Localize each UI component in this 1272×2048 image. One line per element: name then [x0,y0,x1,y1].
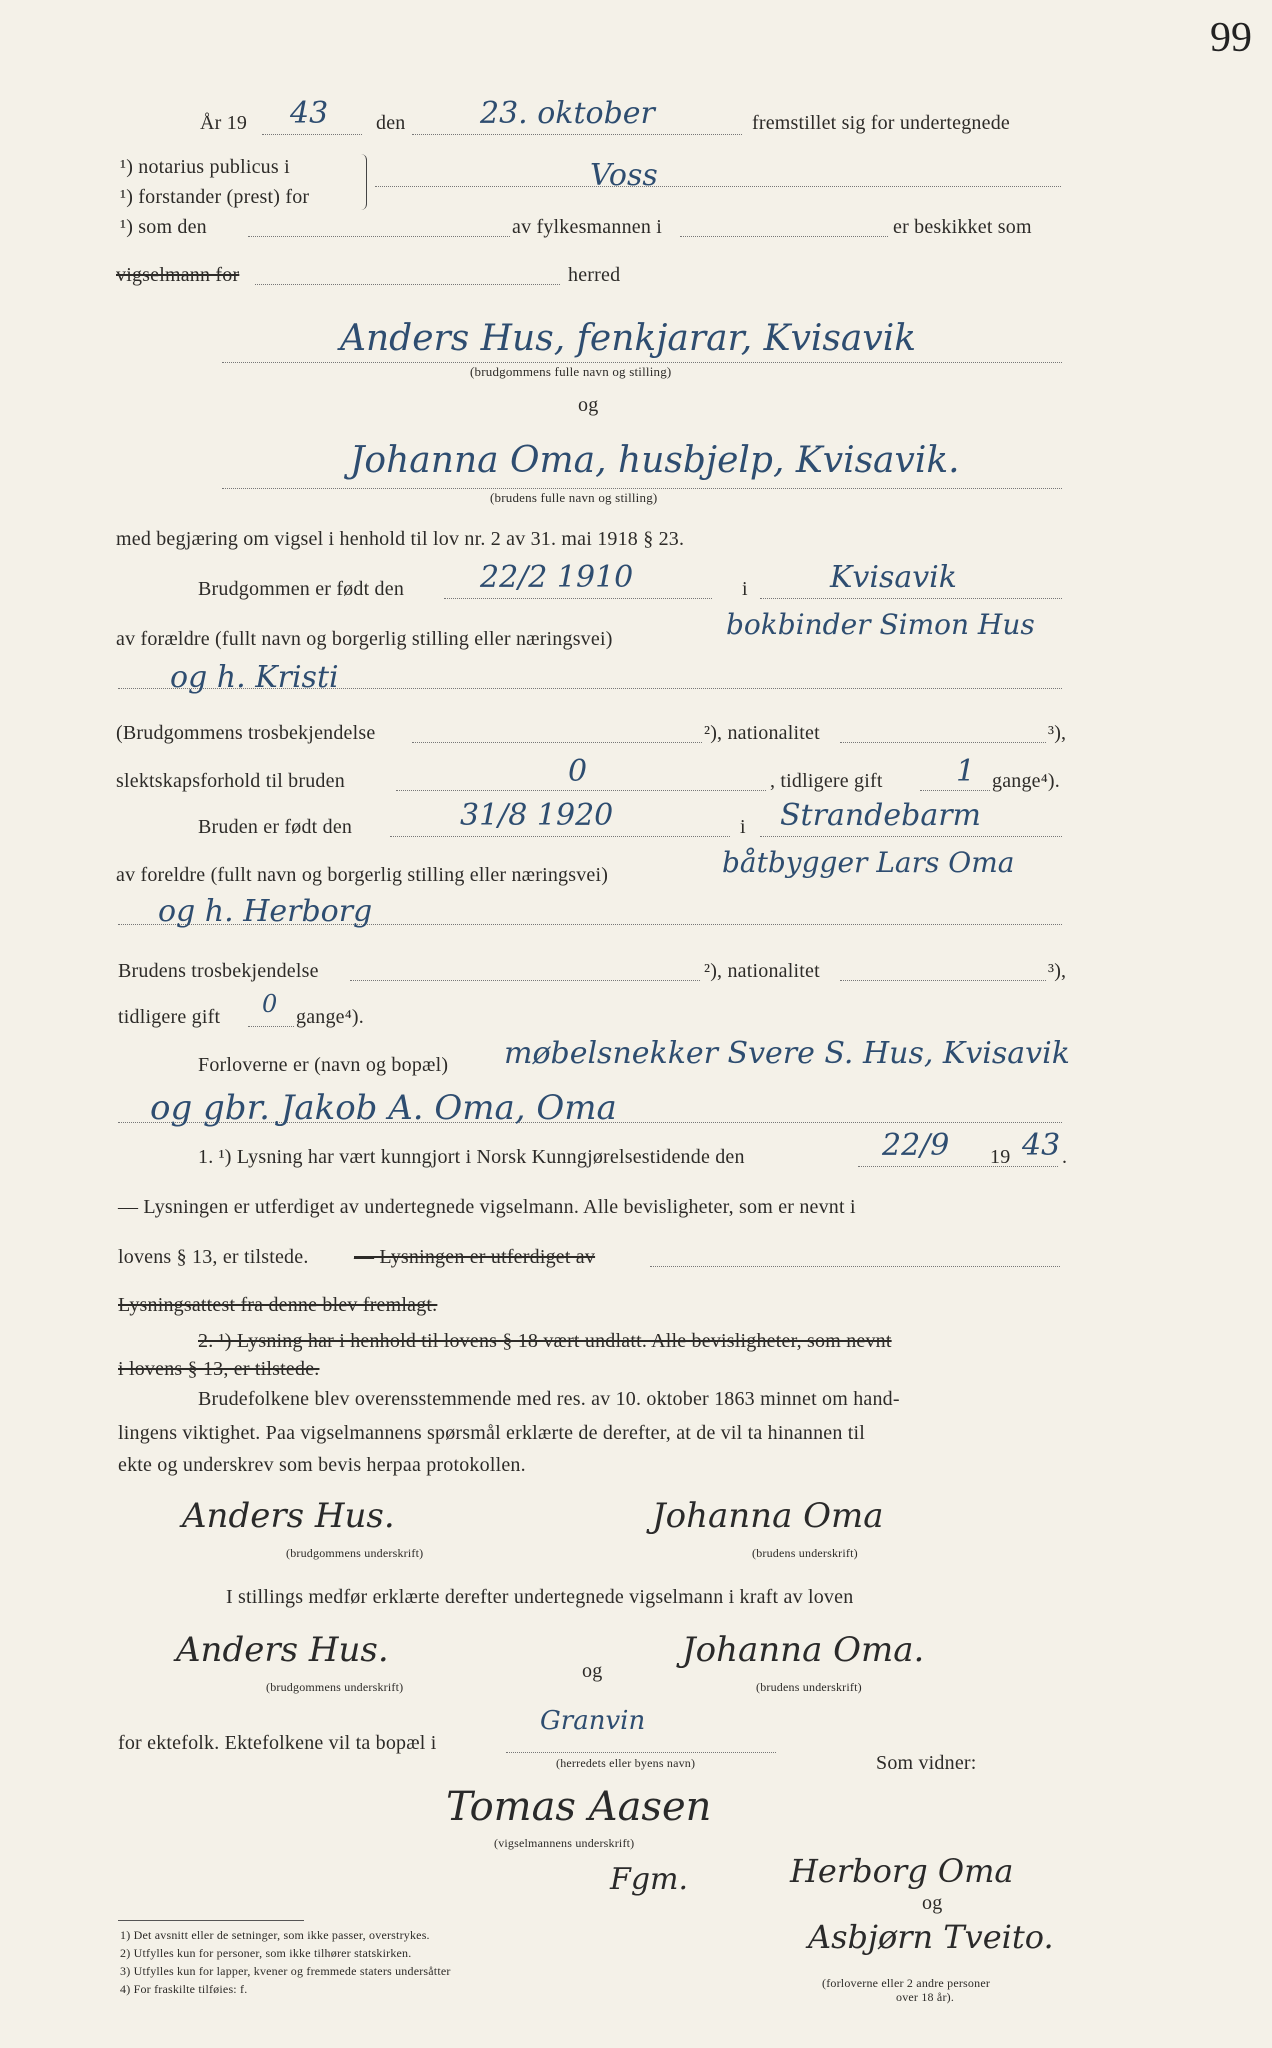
declaration-text: I stillings medfør erklærte derefter undertegnede vigselmann i kraft av loven [226,1586,854,1608]
og-3: og [922,1892,943,1914]
date-value: 23. oktober [480,96,655,131]
bride-nationality-line [840,980,1046,981]
section1-attest: Lysningsattest fra denne blev fremlagt. [118,1294,438,1316]
fylkesmannen-label: av fylkesmannen i [512,216,663,238]
groom-n3: ³), [1048,722,1067,744]
announcement-period: . [1062,1146,1068,1168]
groom-parents-label: av forældre (fullt navn og borgerlig stilling eller næringsvei) [116,628,613,650]
groom-nationality-line [840,742,1046,743]
vigselmann-line [255,284,560,285]
witness-caption-1: (forloverne eller 2 andre personer [822,1976,991,1990]
announcement-date: 22/9 [882,1128,950,1163]
bride-parents-value1: båtbygger Lars Oma [722,846,1015,879]
option-brace [360,154,367,210]
footnote-3: 3) Utfylles kun for lapper, kvener og fremmede staters undersåtter [120,1964,451,1978]
option-som-den: ¹) som den [120,216,207,238]
som-den-line [248,236,510,237]
year-label: År 19 [200,112,248,134]
year-value: 43 [290,96,329,131]
closing-line1: Brudefolkene blev overensstemmende med res. av 10. oktober 1863 minnet om hand- [198,1388,900,1410]
groom-born-i: i [742,578,748,600]
announcement-text: 1. ¹) Lysning har vært kunngjort i Norsk Kunngjørelsestidende den [198,1146,745,1168]
residence-line [506,1752,776,1753]
announcement-line [858,1166,1058,1167]
og-1: og [578,394,599,416]
beskikket-label: er beskikket som [893,216,1032,238]
bride-gange: gange⁴). [296,1006,364,1028]
bride-born-i: i [740,816,746,838]
groom-born-label: Brudgommen er født den [198,578,405,600]
place-line [375,186,1061,187]
witness-signature-1: Herborg Oma [790,1852,1014,1890]
place-value: Voss [590,158,658,193]
fylkesmannen-line [680,236,888,237]
section1-line3-dots [650,1266,1060,1267]
option-notarius: ¹) notarius publicus i [120,156,290,178]
groom-name: Anders Hus, fenkjarar, Kvisavik [340,318,917,359]
witness-signature-2: Asbjørn Tveito. [808,1918,1054,1956]
witness-caption-2: over 18 år). [896,1990,955,2004]
groom-place-line [760,598,1062,599]
bride-prev-line [248,1026,294,1027]
footnote-1: 1) Det avsnitt eller de setninger, som ikke passer, overstrykes. [120,1928,430,1942]
bride-prev-count: 0 [262,990,278,1018]
groom-signature-caption-1: (brudgommens underskrift) [286,1546,424,1560]
bride-born-label: Bruden er født den [198,816,353,838]
bride-signature-1: Johanna Oma [652,1496,884,1536]
date-line [412,134,742,135]
section2-line2: i lovens § 13, er tilstede. [118,1358,320,1380]
section1-line3b: — Lysningen er utferdiget av [354,1246,596,1268]
section2-line1: 2. ¹) Lysning har i henhold til lovens § 18 vært undlatt. Alle bevisligheter, som nevnt [198,1330,892,1352]
groom-nationality-label: ²), nationalitet [704,722,820,744]
fremstillet-text: fremstillet sig for undertegnede [752,112,1010,134]
residence-caption: (herredets eller byens navn) [556,1756,696,1770]
residence-value: Granvin [540,1706,646,1736]
witnesses-label: Forloverne er (navn og bopæl) [198,1054,449,1076]
groom-faith-label: (Brudgommens trosbekjendelse [116,722,376,744]
closing-line2: lingens viktighet. Paa vigselmannens spørsmål erklærte de derefter, at de vil ta hinannen til [118,1422,866,1444]
kinship-value: 0 [568,754,588,789]
groom-line [222,362,1062,363]
witnesses-value1: møbelsnekker Svere S. Hus, Kvisavik [504,1036,1070,1071]
closing-line3: ekte og underskrev som bevis herpaa protokollen. [118,1454,526,1476]
den-label: den [376,112,406,134]
bride-born-line [390,836,730,837]
groom-parents-value1: bokbinder Simon Hus [726,608,1035,641]
bride-signature-caption-1: (brudens underskrift) [752,1546,858,1560]
groom-gange: gange⁴). [992,770,1060,792]
groom-prev-line [920,790,990,791]
bride-parents-label: av foreldre (fullt navn og borgerlig stilling eller næringsvei) [116,864,609,886]
bride-prev-label: tidligere gift [118,1006,221,1028]
bride-born-date: 31/8 1920 [460,798,614,833]
officiant-signature-2: Fgm. [610,1862,689,1897]
groom-caption: (brudgommens fulle navn og stilling) [470,364,672,379]
bride-place-line [760,836,1062,837]
residence-label: for ektefolk. Ektefolkene vil ta bopæl i [118,1732,437,1754]
groom-born-place: Kvisavik [830,560,957,595]
officiant-signature: Tomas Aasen [446,1784,712,1830]
section1-line2: — Lysningen er utferdiget av undertegnede vigselmann. Alle bevisligheter, som er nevnt i [118,1196,856,1218]
bride-born-place: Strandebarm [780,798,981,833]
vigselmann-label: vigselmann for [116,264,240,286]
footnote-divider [118,1920,304,1921]
groom-signature-2: Anders Hus. [176,1630,389,1670]
announcement-19: 19 [990,1146,1011,1168]
kinship-label: slektskapsforhold til bruden [116,770,345,792]
announcement-year: 43 [1022,1128,1061,1163]
groom-born-line [444,598,712,599]
officiant-caption: (vigselmannens underskrift) [494,1836,635,1850]
groom-signature-1: Anders Hus. [182,1496,395,1536]
bride-name: Johanna Oma, husbjelp, Kvisavik. [350,440,960,481]
footnote-4: 4) For fraskilte tilføies: f. [120,1982,248,1996]
bride-faith-line [350,980,700,981]
herred-label: herred [568,264,621,286]
og-2: og [582,1660,603,1682]
bride-n3: ³), [1048,960,1067,982]
som-vidner-label: Som vidner: [876,1752,977,1774]
year-line [262,134,362,135]
kinship-line [396,790,766,791]
bride-faith-label: Brudens trosbekjendelse [118,960,319,982]
bride-caption: (brudens fulle navn og stilling) [490,490,658,505]
bride-parents-value2: og h. Herborg [158,894,373,929]
groom-faith-line [412,742,702,743]
bride-nationality-label: ²), nationalitet [704,960,820,982]
footnote-2: 2) Utfylles kun for personer, som ikke tilhører statskirken. [120,1946,412,1960]
bride-signature-caption-2: (brudens underskrift) [756,1680,862,1694]
bride-line [222,488,1062,489]
previously-married-label: , tidligere gift [770,770,883,792]
groom-born-date: 22/2 1910 [480,560,634,595]
page-number: 99 [1210,15,1252,61]
option-forstander: ¹) forstander (prest) for [120,186,310,208]
witnesses-value2: og gbr. Jakob A. Oma, Oma [150,1088,617,1128]
law-text: med begjæring om vigsel i henhold til lov nr. 2 av 31. mai 1918 § 23. [116,528,685,550]
groom-signature-caption-2: (brudgommens underskrift) [266,1680,404,1694]
groom-parents-value2: og h. Kristi [170,660,339,695]
groom-prev-count: 1 [956,754,976,789]
bride-signature-2: Johanna Oma. [682,1630,925,1670]
section1-line3a: lovens § 13, er tilstede. [118,1246,309,1268]
